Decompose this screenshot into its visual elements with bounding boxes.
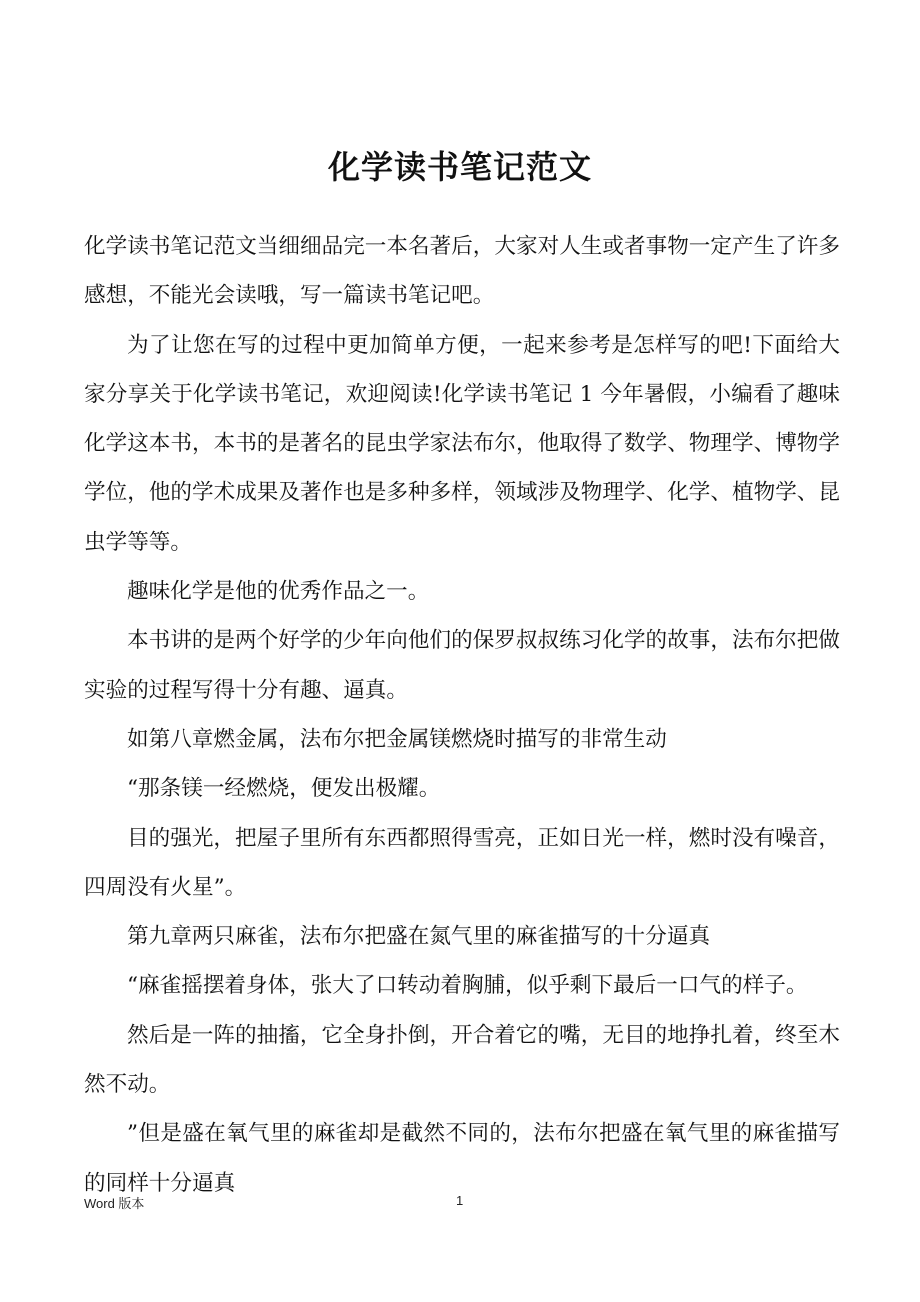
document-title: 化学读书笔记范文 <box>327 148 592 186</box>
paragraph-1: 化学读书笔记范文当细细品完一本名著后，大家对人生或者事物一定产生了许多感想，不能光会读哦，写一篇读书笔记吧。 <box>84 234 840 309</box>
paragraph-7: 目的强光，把屋子里所有东西都照得雪亮，正如日光一样，燃时没有噪音，四周没有火星”。 <box>84 825 840 900</box>
paragraph-6: “那条镁一经燃烧，便发出极耀。 <box>127 776 441 802</box>
paragraph-2: 为了让您在写的过程中更加简单方便，一起来参考是怎样写的吧!下面给大家分享关于化学读书笔记，欢迎阅读!化学读书笔记 1 今年暑假，小编看了趣味化学这本书，本书的是著名的昆虫学家法布尔，他取得了数学、物理学、博物学学位，他的学术成果及著作也是多种多样，领域涉及物理学、化学、植物学、昆虫学等等。 <box>84 332 840 555</box>
page-number: 1 <box>456 1193 464 1208</box>
paragraph-5: 如第八章燃金属，法布尔把金属镁燃烧时描写的非常生动 <box>127 726 667 752</box>
paragraph-10: 然后是一阵的抽搐，它全身扑倒，开合着它的嘴，无目的地挣扎着，终至木然不动。 <box>84 1022 840 1098</box>
document-body <box>84 222 840 1208</box>
paragraph-9: “麻雀摇摆着身体，张大了口转动着胸脯，似乎剩下最后一口气的样子。 <box>127 973 808 999</box>
paragraph-11: ”但是盛在氧气里的麻雀却是截然不同的，法布尔把盛在氧气里的麻雀描写的同样十分逼真 <box>84 1121 840 1196</box>
paragraph-8: 第九章两只麻雀，法布尔把盛在氮气里的麻雀描写的十分逼真 <box>127 924 711 950</box>
paragraph-4: 本书讲的是两个好学的少年向他们的保罗叔叔练习化学的故事，法布尔把做实验的过程写得十分有趣、逼真。 <box>84 628 840 703</box>
footer-label: Word 版本 <box>84 1196 145 1211</box>
paragraph-3: 趣味化学是他的优秀作品之一。 <box>127 579 430 605</box>
